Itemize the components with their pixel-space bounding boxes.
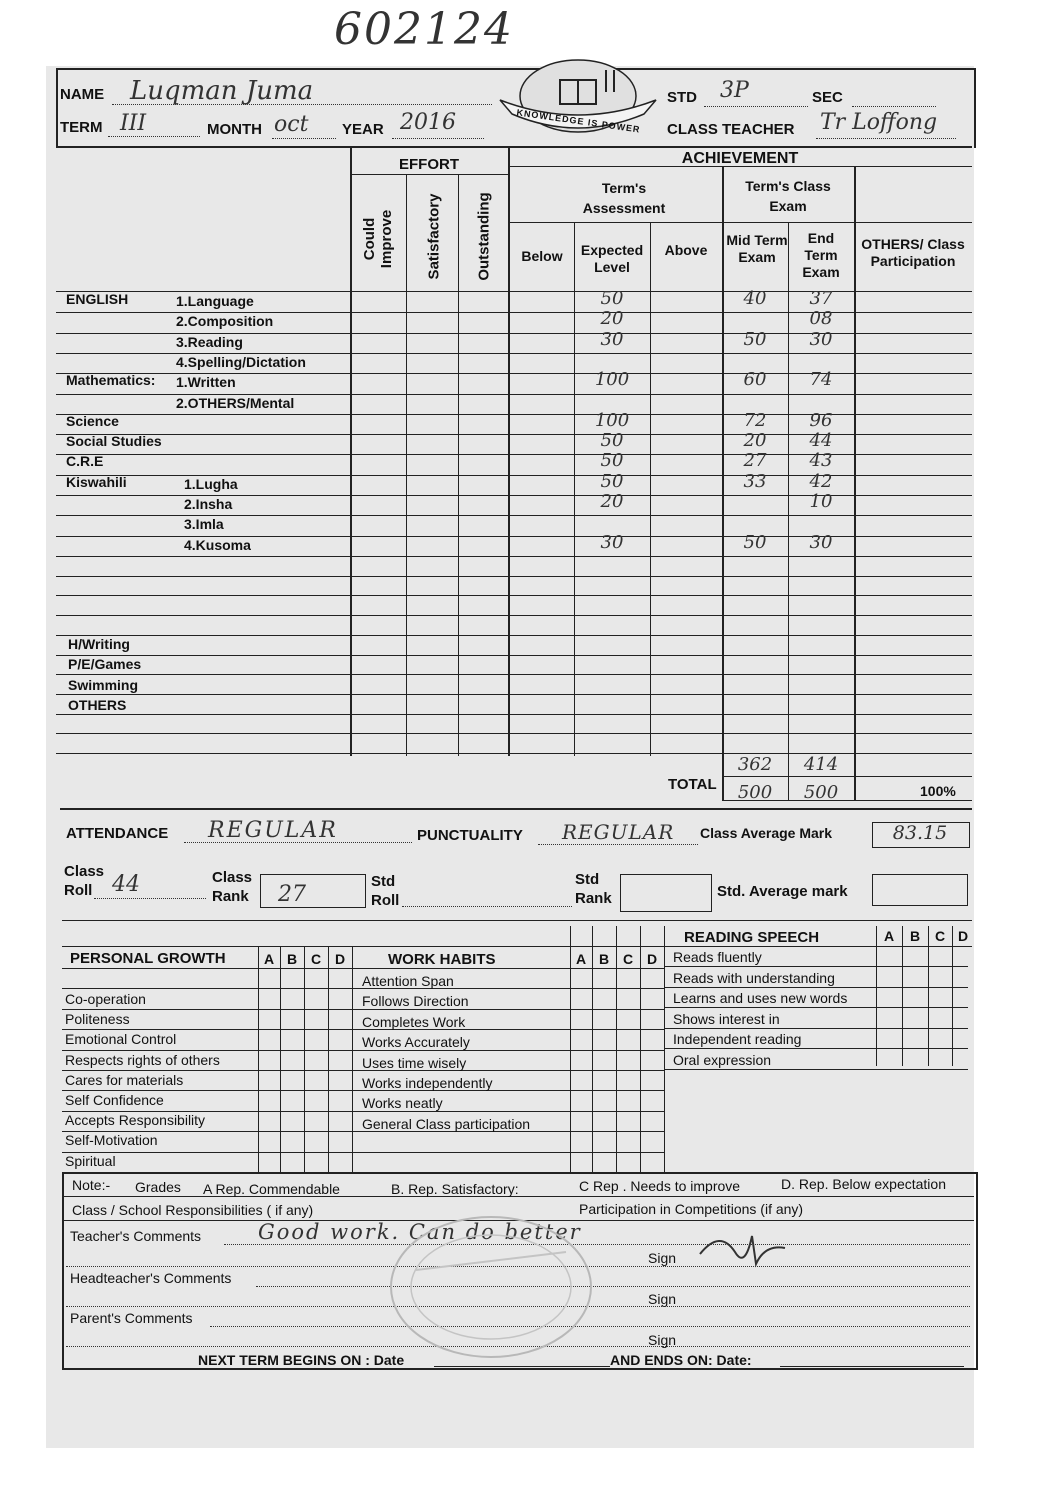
- year-value: 2016: [400, 110, 456, 135]
- subject-label: 4.Spelling/Dictation: [176, 353, 306, 370]
- mark-mid: 60: [743, 369, 767, 391]
- other-subject-label: Swimming: [68, 676, 139, 693]
- std-value: 3P: [720, 78, 749, 103]
- mark-expected: 50: [600, 430, 624, 452]
- mark-mid: 33: [743, 470, 767, 492]
- rs-grade-header: A: [883, 928, 895, 944]
- effort-outstanding: Outstanding: [475, 192, 493, 281]
- personal-growth-item: Self Confidence: [65, 1092, 164, 1108]
- subject-group: ENGLISH: [66, 291, 129, 307]
- personal-growth-item: Respects rights of others: [65, 1051, 220, 1068]
- percent-total: 100%: [920, 783, 956, 799]
- class-teacher-value: Tr Loffong: [820, 110, 938, 135]
- serial-number: 602124: [334, 4, 514, 55]
- grades-label: Grades: [135, 1179, 181, 1195]
- mark-expected: 50: [600, 288, 624, 309]
- mark-expected: 50: [600, 470, 624, 492]
- teacher-sign-label: Sign: [648, 1250, 677, 1266]
- mark-end: 43: [809, 450, 833, 472]
- col-expected: Expected Level: [580, 242, 644, 275]
- mark-mid: 50: [743, 531, 767, 553]
- col-end-term: End Term Exam: [802, 230, 840, 280]
- wh-grade-header: D: [646, 951, 658, 967]
- subject-group: Social Studies: [66, 433, 162, 450]
- mark-expected: 100: [594, 409, 630, 431]
- subject-label: 2.OTHERS/Mental: [176, 394, 295, 411]
- teacher-comments-value: Good work. Can do better: [258, 1220, 582, 1244]
- col-mid-term: Mid Term Exam: [726, 232, 788, 265]
- work-habit-item: Works independently: [362, 1075, 493, 1091]
- punctuality-value: REGULAR: [562, 820, 675, 844]
- subject-label: 2.Composition: [176, 313, 274, 330]
- mark-end: 10: [809, 491, 833, 512]
- personal-growth-title: PERSONAL GROWTH: [70, 950, 226, 967]
- mark-end: 42: [809, 470, 833, 492]
- note-d: D. Rep. Below expectation: [781, 1176, 946, 1192]
- out-of-mid: 500: [737, 782, 773, 803]
- subject-label: 1.Lugha: [184, 475, 238, 492]
- mark-expected: 100: [594, 369, 630, 391]
- mark-expected: 30: [600, 531, 624, 553]
- std-rank-label: Std Rank: [575, 871, 612, 907]
- parent-comments-label: Parent's Comments: [70, 1310, 193, 1326]
- class-rank-value: 27: [278, 882, 306, 907]
- work-habit-item: Attention Span: [362, 973, 454, 989]
- reading-speech-item: Reads fluently: [673, 949, 762, 965]
- work-habit-item: Works Accurately: [362, 1034, 470, 1051]
- out-of-end: 500: [803, 782, 839, 803]
- pg-grade-header: C: [310, 951, 322, 967]
- work-habit-item: Works neatly: [362, 1095, 443, 1112]
- attendance-label: ATTENDANCE: [66, 825, 169, 842]
- month-value: oct: [274, 112, 309, 137]
- col-above: Above: [664, 242, 708, 258]
- reading-speech-item: Shows interest in: [673, 1010, 780, 1027]
- responsibilities-label: Class / School Responsibilities ( if any): [72, 1202, 314, 1218]
- std-average-label: Std. Average mark: [717, 883, 848, 900]
- subject-group: Mathematics:: [66, 372, 156, 389]
- class-average-label: Class Average Mark: [700, 825, 833, 841]
- sec-label: SEC: [812, 89, 843, 106]
- subject-label: 3.Imla: [184, 516, 224, 533]
- mark-mid: 20: [743, 430, 767, 452]
- total-end: 414: [803, 754, 839, 775]
- school-stamp-icon: [386, 1212, 596, 1362]
- mark-expected: 20: [600, 491, 624, 512]
- term-value: III: [120, 111, 147, 136]
- note-a: A Rep. Commendable: [203, 1181, 340, 1197]
- work-habit-item: Completes Work: [362, 1013, 466, 1030]
- col-below: Below: [521, 248, 563, 264]
- subject-row: [56, 328, 972, 353]
- personal-growth-item: Accepts Responsibility: [65, 1112, 206, 1129]
- personal-growth-item: Spiritual: [65, 1152, 116, 1169]
- class-teacher-label: CLASS TEACHER: [667, 121, 795, 138]
- effort-could-improve: Could Improve: [361, 209, 395, 269]
- subject-group: Science: [66, 412, 119, 429]
- subject-label: 4.Kusoma: [184, 536, 251, 553]
- wh-grade-header: C: [622, 951, 634, 967]
- class-roll-value: 44: [112, 872, 140, 897]
- punctuality-label: PUNCTUALITY: [417, 827, 523, 844]
- personal-growth-item: Co-operation: [65, 991, 146, 1007]
- student-name: Luqman Juma: [130, 76, 314, 106]
- rs-grade-header: C: [934, 928, 946, 944]
- pg-grade-header: B: [286, 951, 298, 967]
- total-label: TOTAL: [668, 776, 717, 793]
- personal-growth-item: Politeness: [65, 1011, 130, 1028]
- class-exam-title: Term's Class Exam: [745, 178, 831, 214]
- mark-expected: 20: [600, 308, 624, 330]
- mark-expected: 30: [600, 328, 624, 350]
- subject-row: [56, 491, 972, 515]
- class-rank-label: Class Rank: [212, 869, 253, 905]
- work-habit-item: General Class participation: [362, 1115, 531, 1132]
- mark-mid: 27: [743, 450, 767, 472]
- competitions-label: Participation in Competitions (if any): [579, 1201, 804, 1217]
- reading-speech-title: READING SPEECH: [684, 929, 820, 946]
- headteacher-sign-label: Sign: [648, 1291, 677, 1307]
- work-habits-title: WORK HABITS: [388, 951, 496, 968]
- mark-end: 30: [809, 531, 833, 553]
- wh-grade-header: B: [598, 951, 610, 967]
- subject-group: C.R.E: [66, 453, 104, 470]
- subject-row: [56, 369, 972, 393]
- rs-grade-header: B: [909, 928, 921, 944]
- attendance-value: REGULAR: [208, 818, 338, 843]
- std-roll-label: Std Roll: [371, 873, 400, 909]
- personal-growth-item: Self-Motivation: [65, 1132, 158, 1149]
- next-term-label: NEXT TERM BEGINS ON : Date: [198, 1352, 405, 1368]
- month-label: MONTH: [207, 121, 262, 138]
- other-subject-label: OTHERS: [68, 696, 127, 713]
- personal-growth-item: Cares for materials: [65, 1071, 184, 1088]
- table-top-border: [56, 146, 972, 148]
- term-assessment-title: Term's Assessment: [582, 180, 666, 216]
- mark-end: 08: [809, 308, 833, 330]
- effort-satisfactory: Satisfactory: [425, 193, 443, 280]
- note-c: C Rep . Needs to improve: [579, 1178, 741, 1194]
- parent-sign-label: Sign: [648, 1332, 677, 1348]
- personal-growth-item: Emotional Control: [65, 1031, 177, 1048]
- wh-grade-header: A: [575, 951, 587, 967]
- term-label: TERM: [60, 119, 103, 136]
- std-label: STD: [667, 89, 697, 106]
- work-habit-item: Uses time wisely: [362, 1054, 467, 1071]
- headteacher-comments-label: Headteacher's Comments: [70, 1270, 232, 1286]
- note-label: Note:-: [72, 1177, 111, 1193]
- mark-end: 37: [809, 288, 833, 309]
- reading-speech-item: Independent reading: [673, 1031, 802, 1048]
- year-label: YEAR: [342, 121, 384, 138]
- pg-grade-header: A: [263, 951, 275, 967]
- mark-end: 96: [809, 409, 833, 431]
- name-label: NAME: [60, 86, 105, 103]
- teacher-comments-label: Teacher's Comments: [70, 1228, 202, 1244]
- work-habit-item: Follows Direction: [362, 993, 469, 1010]
- other-subject-label: H/Writing: [68, 636, 130, 652]
- other-subject-label: P/E/Games: [68, 656, 142, 673]
- achievement-title: ACHIEVEMENT: [681, 150, 799, 167]
- subject-row: [56, 531, 972, 556]
- mark-expected: 50: [600, 450, 624, 472]
- class-roll-label: Class Roll: [64, 863, 105, 899]
- subject-label: 3.Reading: [176, 333, 243, 350]
- mark-mid: 50: [743, 328, 767, 350]
- pg-grade-header: D: [334, 951, 346, 967]
- reading-speech-item: Reads with understanding: [673, 969, 835, 986]
- subject-label: 1.Language: [176, 293, 254, 309]
- mark-mid: 72: [743, 409, 767, 431]
- mark-mid: 40: [743, 288, 767, 309]
- term-ends-label: AND ENDS ON: Date:: [610, 1352, 752, 1368]
- mark-end: 30: [809, 328, 833, 350]
- col-others: OTHERS/ Class Participation: [861, 236, 965, 269]
- rs-grade-header: D: [957, 928, 969, 944]
- total-mid: 362: [737, 754, 773, 775]
- school-crest-icon: [494, 56, 660, 148]
- subject-label: 2.Insha: [184, 496, 233, 512]
- class-average-value: 83.15: [892, 822, 948, 844]
- note-b: B. Rep. Satisfactory:: [391, 1181, 519, 1197]
- crest-motto: KNOWLEDGE IS POWER: [515, 107, 642, 135]
- subject-label: 1.Written: [176, 374, 236, 391]
- subject-group: Kiswahili: [66, 473, 127, 490]
- reading-speech-item: Learns and uses new words: [673, 990, 848, 1007]
- effort-title: EFFORT: [399, 156, 459, 173]
- mark-end: 74: [809, 369, 833, 391]
- mark-end: 44: [809, 430, 833, 452]
- reading-speech-item: Oral expression: [673, 1052, 772, 1068]
- teacher-signature-icon: [690, 1224, 790, 1274]
